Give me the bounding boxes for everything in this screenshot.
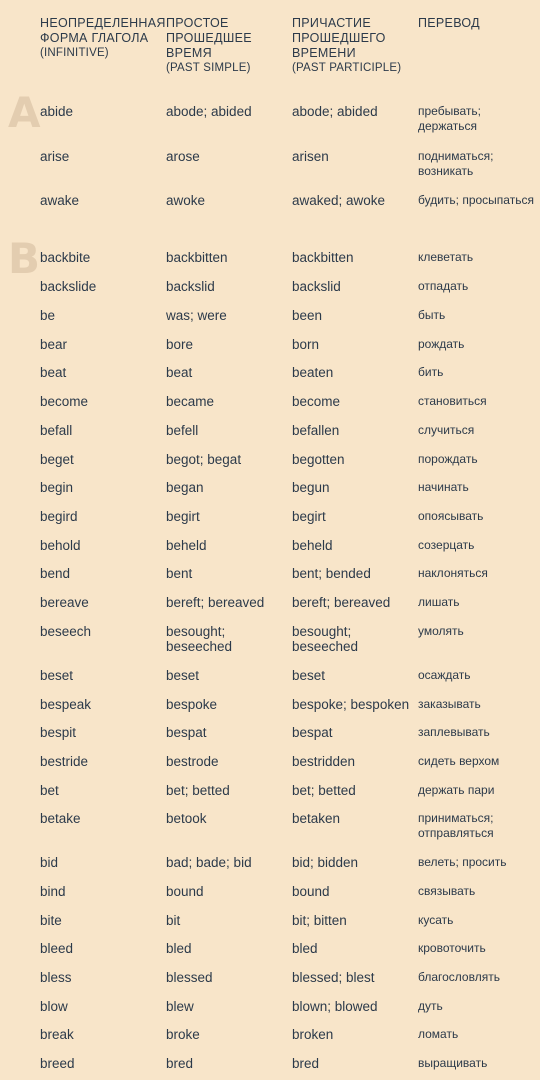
past-simple-cell: beset	[166, 668, 200, 683]
infinitive-cell: beget	[40, 452, 74, 467]
translation-cell: умолять	[418, 624, 464, 638]
past-simple-cell: bred	[166, 1056, 194, 1071]
past-simple-cell: beat	[166, 365, 193, 380]
infinitive-cell: bite	[40, 913, 62, 928]
translation-cell: порождать	[418, 452, 478, 466]
past-participle-cell: bereft; bereaved	[292, 595, 391, 610]
past-simple-cell: broke	[166, 1027, 200, 1042]
translation-cell: лишать	[418, 595, 460, 609]
translation-cell: велеть; просить	[418, 855, 507, 869]
header-past-participle-title: ПРИЧАСТИЕ ПРОШЕДШЕГО ВРЕМЕНИ	[292, 16, 386, 60]
translation-cell: связывать	[418, 884, 476, 898]
translation-cell: кусать	[418, 913, 454, 927]
infinitive-cell: become	[40, 394, 89, 409]
past-participle-cell: beaten	[292, 365, 334, 380]
past-simple-cell: blew	[166, 999, 194, 1014]
translation-cell: бить	[418, 365, 444, 379]
past-simple-cell: befell	[166, 423, 199, 438]
translation-cell: рождать	[418, 337, 465, 351]
past-simple-cell: was; were	[166, 308, 227, 323]
translation-cell: будить; просыпаться	[418, 193, 534, 207]
infinitive-cell: bespit	[40, 725, 77, 740]
header-infinitive-title: НЕОПРЕДЕЛЕННАЯ ФОРМА ГЛАГОЛА	[40, 16, 166, 45]
past-simple-cell: bad; bade; bid	[166, 855, 252, 870]
infinitive-cell: be	[40, 308, 56, 323]
infinitive-cell: befall	[40, 423, 73, 438]
translation-cell: быть	[418, 308, 446, 322]
past-participle-cell: bet; betted	[292, 783, 356, 798]
header-past-simple	[166, 16, 286, 76]
infinitive-cell: arise	[40, 149, 70, 164]
past-simple-cell: bent	[166, 566, 193, 581]
infinitive-cell: breed	[40, 1056, 75, 1071]
past-participle-cell: blessed; blest	[292, 970, 375, 985]
infinitive-cell: bind	[40, 884, 66, 899]
infinitive-cell: bear	[40, 337, 68, 352]
past-participle-cell: been	[292, 308, 323, 323]
header-infinitive	[40, 16, 166, 61]
past-participle-cell: bent; bended	[292, 566, 371, 581]
past-simple-cell: began	[166, 480, 204, 495]
past-participle-cell: born	[292, 337, 320, 352]
translation-cell: случиться	[418, 423, 475, 437]
infinitive-cell: begird	[40, 509, 78, 524]
header-past-participle	[292, 16, 412, 76]
past-simple-cell: backbitten	[166, 250, 228, 265]
translation-cell: приниматься; отправляться	[418, 811, 494, 840]
header-past-participle-subtitle: (PAST PARTICIPLE)	[292, 62, 402, 74]
infinitive-cell: beset	[40, 668, 74, 683]
past-simple-cell: bereft; bereaved	[166, 595, 265, 610]
past-participle-cell: begun	[292, 480, 330, 495]
past-participle-cell: backslid	[292, 279, 341, 294]
past-participle-cell: arisen	[292, 149, 329, 164]
infinitive-cell: beat	[40, 365, 67, 380]
translation-cell: подниматься; возникать	[418, 149, 494, 178]
past-simple-cell: became	[166, 394, 215, 409]
past-participle-cell: abode; abided	[292, 104, 378, 119]
past-simple-cell: bet; betted	[166, 783, 230, 798]
table-header	[0, 0, 540, 90]
past-participle-cell: bid; bidden	[292, 855, 359, 870]
past-participle-cell: beset	[292, 668, 326, 683]
translation-cell: кровоточить	[418, 941, 486, 955]
translation-cell: созерцать	[418, 538, 475, 552]
past-simple-cell: besought; beseeched	[166, 624, 233, 654]
infinitive-cell: bereave	[40, 595, 89, 610]
past-participle-cell: blown; blowed	[292, 999, 378, 1014]
translation-cell: сидеть верхом	[418, 754, 500, 768]
past-participle-cell: backbitten	[292, 250, 354, 265]
translation-cell: опоясывать	[418, 509, 484, 523]
translation-cell: заплевывать	[418, 725, 490, 739]
infinitive-cell: awake	[40, 193, 80, 208]
past-participle-cell: bound	[292, 884, 330, 899]
translation-cell: осаждать	[418, 668, 471, 682]
translation-cell: пребывать; держаться	[418, 104, 481, 133]
past-simple-cell: bespoke	[166, 697, 218, 712]
past-simple-cell: beheld	[166, 538, 207, 553]
translation-cell: благословлять	[418, 970, 500, 984]
past-participle-cell: become	[292, 394, 341, 409]
translation-cell: клеветать	[418, 250, 474, 264]
section-letter-b: B	[8, 234, 41, 283]
infinitive-cell: bespeak	[40, 697, 92, 712]
past-simple-cell: begot; begat	[166, 452, 242, 467]
section-letter-a: A	[8, 88, 41, 137]
translation-cell: заказывать	[418, 697, 481, 711]
past-participle-cell: broken	[292, 1027, 334, 1042]
infinitive-cell: betake	[40, 811, 81, 826]
translation-cell: начинать	[418, 480, 469, 494]
past-participle-cell: bespat	[292, 725, 333, 740]
header-translation-title: ПЕРЕВОД	[418, 16, 480, 30]
past-simple-cell: bled	[166, 941, 192, 956]
past-participle-cell: begotten	[292, 452, 345, 467]
infinitive-cell: bid	[40, 855, 59, 870]
infinitive-cell: break	[40, 1027, 74, 1042]
translation-cell: ломать	[418, 1027, 459, 1041]
past-simple-cell: bound	[166, 884, 204, 899]
past-participle-cell: awaked; awoke	[292, 193, 386, 208]
past-participle-cell: bled	[292, 941, 318, 956]
header-translation	[418, 16, 536, 31]
past-simple-cell: betook	[166, 811, 207, 826]
past-simple-cell: begirt	[166, 509, 200, 524]
past-participle-cell: bestridden	[292, 754, 356, 769]
header-past-simple-title: ПРОСТОЕ ПРОШЕДШЕЕ ВРЕМЯ	[166, 16, 252, 60]
past-participle-cell: beheld	[292, 538, 333, 553]
infinitive-cell: bend	[40, 566, 71, 581]
infinitive-cell: backbite	[40, 250, 91, 265]
infinitive-cell: behold	[40, 538, 81, 553]
header-infinitive-subtitle: (INFINITIVE)	[40, 47, 109, 59]
infinitive-cell: bestride	[40, 754, 89, 769]
translation-cell: отпадать	[418, 279, 469, 293]
infinitive-cell: bleed	[40, 941, 74, 956]
past-participle-cell: bespoke; bespoken	[292, 697, 410, 712]
translation-cell: наклоняться	[418, 566, 488, 580]
past-simple-cell: bit	[166, 913, 181, 928]
past-simple-cell: bespat	[166, 725, 207, 740]
past-simple-cell: blessed	[166, 970, 213, 985]
infinitive-cell: bet	[40, 783, 59, 798]
past-simple-cell: awoke	[166, 193, 206, 208]
past-simple-cell: bestrode	[166, 754, 219, 769]
header-past-simple-subtitle: (PAST SIMPLE)	[166, 62, 251, 74]
infinitive-cell: blow	[40, 999, 68, 1014]
past-participle-cell: bred	[292, 1056, 320, 1071]
past-participle-cell: besought; beseeched	[292, 624, 359, 654]
infinitive-cell: backslide	[40, 279, 97, 294]
infinitive-cell: abide	[40, 104, 74, 119]
translation-cell: выращивать	[418, 1056, 488, 1070]
translation-cell: дуть	[418, 999, 443, 1013]
past-simple-cell: backslid	[166, 279, 215, 294]
past-participle-cell: bit; bitten	[292, 913, 347, 928]
translation-cell: становиться	[418, 394, 487, 408]
past-simple-cell: arose	[166, 149, 200, 164]
past-participle-cell: betaken	[292, 811, 341, 826]
past-simple-cell: bore	[166, 337, 194, 352]
infinitive-cell: beseech	[40, 624, 92, 639]
past-simple-cell: abode; abided	[166, 104, 252, 119]
translation-cell: держать пари	[418, 783, 495, 797]
infinitive-cell: bless	[40, 970, 72, 985]
past-participle-cell: befallen	[292, 423, 340, 438]
past-participle-cell: begirt	[292, 509, 326, 524]
infinitive-cell: begin	[40, 480, 74, 495]
